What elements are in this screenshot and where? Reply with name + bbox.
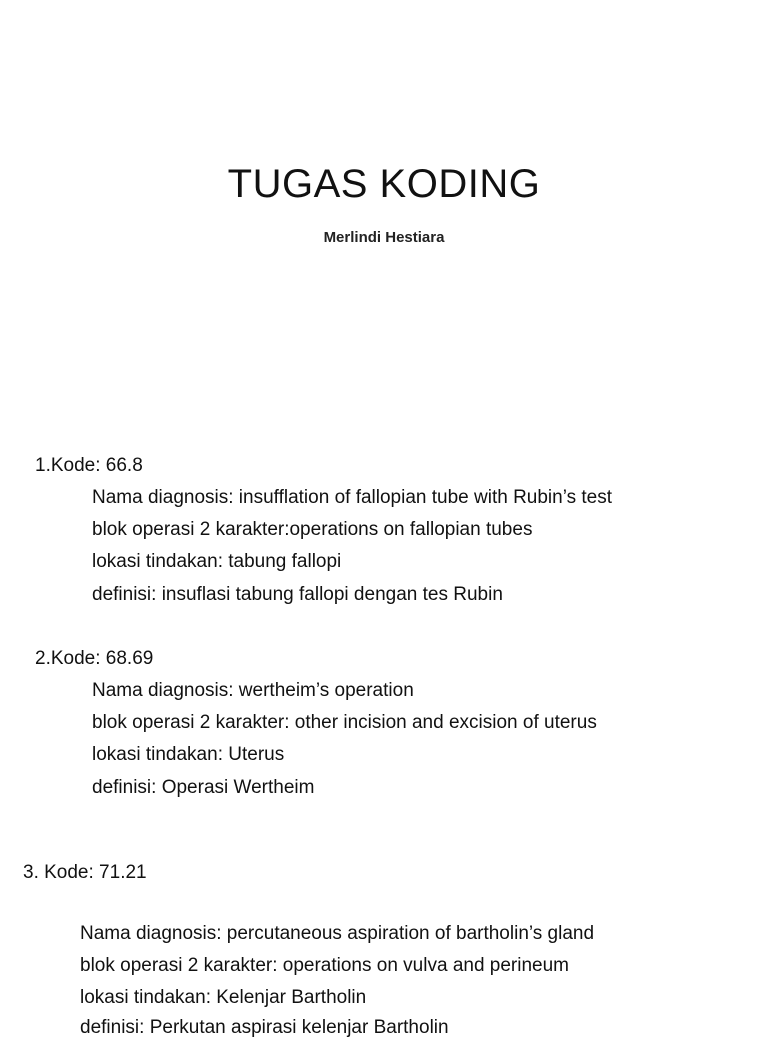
item-2-heading: 2.Kode: 68.69 xyxy=(35,648,154,669)
item-3-heading: 3. Kode: 71.21 xyxy=(23,862,147,883)
title-slide xyxy=(0,0,768,400)
item-2-nama-diagnosis: Nama diagnosis: wertheim’s operation xyxy=(92,680,414,701)
item-1-heading: 1.Kode: 66.8 xyxy=(35,455,143,476)
item-1-lokasi: lokasi tindakan: tabung fallopi xyxy=(92,551,342,572)
item-3-lokasi: lokasi tindakan: Kelenjar Bartholin xyxy=(80,987,367,1008)
item-2-lokasi: lokasi tindakan: Uterus xyxy=(92,744,285,765)
document-title: TUGAS KODING xyxy=(227,162,541,206)
item-3-nama-diagnosis: Nama diagnosis: percutaneous aspiration of bartholin’s gland xyxy=(80,923,595,944)
item-1-definisi: definisi: insuflasi tabung fallopi dengan tes Rubin xyxy=(92,584,503,605)
item-2-blok-operasi: blok operasi 2 karakter: other incision and excision of uterus xyxy=(92,712,597,733)
author-name: Merlindi Hestiara xyxy=(323,229,445,246)
item-1-nama-diagnosis: Nama diagnosis: insufflation of fallopian tube with Rubin’s test xyxy=(92,487,612,508)
item-3-definisi: definisi: Perkutan aspirasi kelenjar Bartholin xyxy=(80,1017,449,1038)
item-1-blok-operasi: blok operasi 2 karakter:operations on fallopian tubes xyxy=(92,519,533,540)
item-2-definisi: definisi: Operasi Wertheim xyxy=(92,777,315,798)
item-3-blok-operasi: blok operasi 2 karakter: operations on vulva and perineum xyxy=(80,955,570,976)
